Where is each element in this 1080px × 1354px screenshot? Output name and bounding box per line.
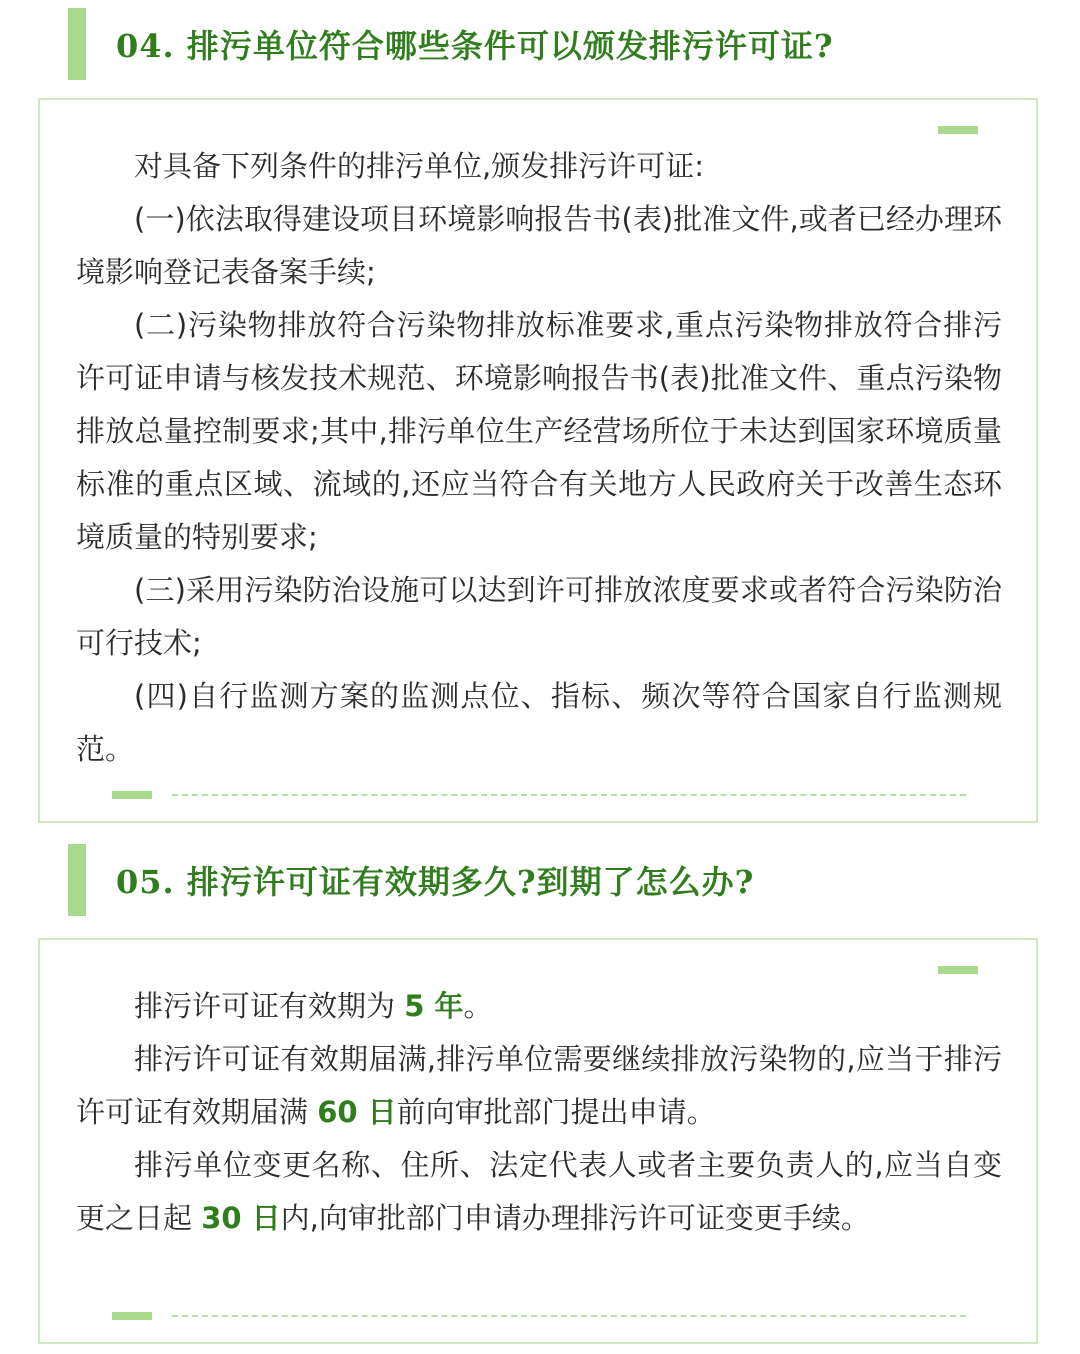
text-segment: 。: [463, 989, 493, 1023]
section-05-paragraph: [76, 980, 1002, 1033]
box-footer-divider: [112, 791, 966, 799]
box-footer-divider: [112, 1312, 966, 1320]
footer-solid-bar: [112, 791, 152, 799]
section-04-paragraph: (三)采用污染防治设施可以达到许可排放浓度要求或者符合污染防治可行技术;: [76, 573, 1002, 660]
text-segment: 排污许可证有效期届满,排污单位需要继续排放污染物的,应当于排污许可证有效期届满: [76, 1042, 1002, 1129]
text-segment: 排污单位变更名称、住所、法定代表人或者主要负责人的,应当自变更之日起: [76, 1148, 1002, 1235]
section-05-box: [38, 938, 1038, 1344]
text-segment: 前向审批部门提出申请。: [396, 1095, 716, 1129]
section-04-header: [68, 8, 834, 80]
section-04-box: [38, 98, 1038, 823]
section-05-paragraph: [76, 1139, 1002, 1245]
section-05-paragraph: [76, 1033, 1002, 1139]
section-04-body: [76, 140, 1002, 776]
header-accent-bar: [68, 844, 86, 916]
highlight-validity-period: 5 年: [404, 989, 464, 1023]
section-05-header: [68, 844, 754, 916]
section-04-paragraph: 对具备下列条件的排污单位,颁发排污许可证:: [134, 149, 704, 183]
box-corner-tag: [938, 126, 978, 134]
box-corner-tag: [938, 966, 978, 974]
footer-dashed-line: [172, 794, 966, 796]
section-04-paragraph: (四)自行监测方案的监测点位、指标、频次等符合国家自行监测规范。: [76, 679, 1002, 766]
header-accent-bar: [68, 8, 86, 80]
highlight-change-days: 30 日: [201, 1201, 281, 1235]
section-04-paragraph: (一)依法取得建设项目环境影响报告书(表)批准文件,或者已经办理环境影响登记表备案手续;: [76, 202, 1002, 289]
section-05-title: 05. 排污许可证有效期多久?到期了怎么办?: [116, 863, 755, 901]
highlight-renewal-days: 60 日: [317, 1095, 397, 1129]
section-05-body: [76, 980, 1002, 1245]
text-segment: 内,向审批部门申请办理排污许可证变更手续。: [280, 1201, 870, 1235]
footer-solid-bar: [112, 1312, 152, 1320]
footer-dashed-line: [172, 1315, 966, 1317]
section-04-title: 04. 排污单位符合哪些条件可以颁发排污许可证?: [116, 27, 834, 65]
text-segment: 排污许可证有效期为: [134, 989, 405, 1023]
section-04-paragraph: (二)污染物排放符合污染物排放标准要求,重点污染物排放符合排污许可证申请与核发技术规范、环境影响报告书(表)批准文件、重点污染物排放总量控制要求;其中,排污单位生产经营场所位于未达到国家环境质量标准的重点区域、流域的,还应当符合有关地方人民政府关于改善生态环境质量的特别要求;: [76, 308, 1002, 554]
